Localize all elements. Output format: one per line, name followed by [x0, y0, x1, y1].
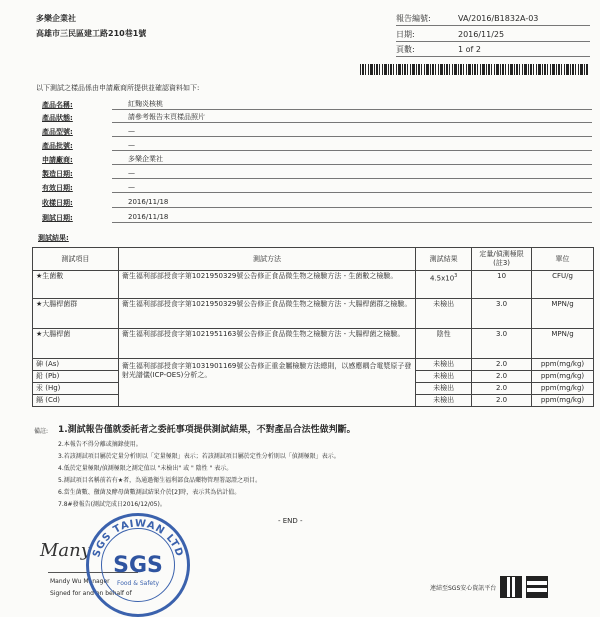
report-no: VA/2016/B1832A-03 [458, 14, 539, 23]
test-unit: MPN/g [532, 299, 594, 329]
test-item: 汞 (Hg) [33, 383, 119, 395]
batch-no-label: 產品批號: [42, 142, 73, 150]
results-table [32, 247, 594, 407]
table-header-row [33, 248, 594, 271]
mfg-date-label: 製造日期: [42, 170, 73, 178]
info-line [112, 150, 592, 151]
header-test-item: 測試項目 [33, 248, 119, 271]
product-state-label: 產品狀態: [42, 114, 73, 122]
stamp-sub: Food & Safety [116, 580, 160, 587]
test-unit: ppm(mg/kg) [532, 395, 594, 407]
header-test-result: 測試結果 [416, 248, 472, 271]
applicant-value: 多樂企業社 [128, 155, 163, 163]
info-line [112, 122, 592, 123]
stamp-ring-label: SGS TAIWAN LTD [91, 518, 185, 559]
note-item: 7.8#發報告(測試完成日2016/12/05)。 [58, 501, 166, 508]
test-result: 未檢出 [416, 395, 472, 407]
applicant-label: 申請廠商: [42, 156, 73, 164]
page-count: 1 of 2 [458, 45, 481, 54]
header-rule [396, 41, 590, 42]
test-method: 衛生福利部部授食字第1021950329號公告修正食品微生物之檢驗方法 - 生菌數之檢驗。 [118, 271, 415, 299]
table-row [33, 359, 594, 371]
barcode [360, 64, 588, 75]
results-label: 測試結果: [38, 234, 69, 242]
test-result: 未檢出 [416, 359, 472, 371]
exp-date-value: — [128, 183, 135, 191]
info-line [112, 109, 592, 110]
note-disclaimer: 1.測試報告僅就委託者之委託事項提供測試結果，不對產品合法性做判斷。 [58, 425, 356, 435]
header-rule [396, 56, 590, 57]
mfg-date-value: — [128, 169, 135, 177]
test-unit: ppm(mg/kg) [532, 383, 594, 395]
test-item: ★大腸桿菌 [33, 329, 119, 359]
product-model-label: 產品型號: [42, 128, 73, 136]
test-date-label: 測試日期: [42, 214, 73, 222]
product-model-value: — [128, 127, 135, 135]
note-item: 5.測試項目名稱前若有★者，為通過衛生福利部食品藥物管理署認證之項目。 [58, 477, 262, 484]
page-label: 頁數: [396, 45, 415, 54]
header-test-method: 測試方法 [118, 248, 415, 271]
info-line [112, 178, 592, 179]
notes-label: 備註: [34, 428, 49, 435]
qr-code-icon [526, 576, 548, 598]
product-name-value: 紅麴炎核桃 [128, 100, 163, 108]
receive-date-value: 2016/11/18 [128, 198, 169, 206]
company-name: 多樂企業社 [36, 14, 76, 23]
info-line [112, 136, 592, 137]
end-mark: - END - [278, 517, 303, 525]
company-address: 高雄市三民區建工路210巷1號 [36, 29, 147, 38]
table-row [33, 329, 594, 359]
test-result: 陰性 [416, 329, 472, 359]
info-line [112, 192, 592, 193]
test-item: ★生菌數 [33, 271, 119, 299]
note-item: 6.當生菌數、黴菌及酵母菌數測試結果介於[2]時，表示其為估計值。 [58, 489, 241, 496]
test-limit: 3.0 [472, 299, 532, 329]
info-line [112, 207, 592, 208]
exp-date-label: 有效日期: [42, 184, 73, 192]
test-item: 鎘 (Cd) [33, 395, 119, 407]
header-unit: 單位 [532, 248, 594, 271]
result-exponent: 3 [454, 273, 458, 279]
test-limit: 3.0 [472, 329, 532, 359]
date-label: 日期: [396, 30, 415, 39]
header-limit: 定量/偵測極限(註3) [472, 248, 532, 271]
test-item: ★大腸桿菌群 [33, 299, 119, 329]
table-row [33, 271, 594, 299]
signer-note: Signed for and on behalf of [50, 590, 132, 597]
test-item: 鉛 (Pb) [33, 371, 119, 383]
test-unit: MPN/g [532, 329, 594, 359]
signer-name: Mandy Wu Manager [50, 578, 110, 585]
batch-no-value: — [128, 141, 135, 149]
test-limit: 10 [472, 271, 532, 299]
report-no-label: 報告編號: [396, 14, 431, 23]
metal-test-method: 衛生福利部部授食字第1031901169號公告修正重金屬檢驗方法總則，以感應耦合電漿原子發射光譜儀(ICP-OES)分析之。 [118, 359, 415, 407]
report-date: 2016/11/25 [458, 30, 505, 39]
intro-text: 以下測試之樣品係由申請廠商所提供並確認資料如下: [36, 84, 200, 92]
test-item: 砷 (As) [33, 359, 119, 371]
test-unit: ppm(mg/kg) [532, 371, 594, 383]
sgs-stamp [86, 513, 190, 617]
note-item: 3.若該測試項目屬於定量分析則以「定量極限」表示；若該測試項目屬於定性分析則以「偵測極限」表示。 [58, 453, 340, 460]
header-rule [396, 25, 590, 26]
receive-date-label: 收樣日期: [42, 199, 73, 207]
product-name-label: 產品名稱: [42, 101, 73, 109]
info-line [112, 164, 592, 165]
qr-code-icon [500, 576, 522, 598]
signature-script: Many [40, 540, 91, 561]
note-item: 2.本報告不得分離或摘錄使用。 [58, 441, 142, 448]
table-row [33, 299, 594, 329]
test-unit: ppm(mg/kg) [532, 359, 594, 371]
sgs-logo: SGS [113, 553, 163, 578]
test-result: 未檢出 [416, 371, 472, 383]
product-state-value: 請參考報告末頁樣品照片 [128, 113, 205, 121]
test-date-value: 2016/11/18 [128, 213, 169, 221]
test-result: 未檢出 [416, 383, 472, 395]
test-limit: 2.0 [472, 383, 532, 395]
test-result [416, 271, 472, 299]
info-line [112, 222, 592, 223]
test-limit: 2.0 [472, 371, 532, 383]
footer-link-text: 連結至SGS安心資訊平台 [430, 585, 497, 592]
test-method: 衛生福利部部授食字第1021951163號公告修正食品微生物之檢驗方法 - 大腸桿菌之檢驗。 [118, 329, 415, 359]
result-value: 4.5x10 [429, 274, 455, 283]
test-limit: 2.0 [472, 395, 532, 407]
test-result: 未檢出 [416, 299, 472, 329]
note-item: 4.低於定量極限/偵測極限之測定值以 "未檢出" 或 " 陰性 " 表示。 [58, 465, 233, 472]
test-method: 衛生福利部部授食字第1021950329號公告修正食品微生物之檢驗方法 - 大腸桿菌群之檢驗。 [118, 299, 415, 329]
test-unit: CFU/g [532, 271, 594, 299]
test-limit: 2.0 [472, 359, 532, 371]
